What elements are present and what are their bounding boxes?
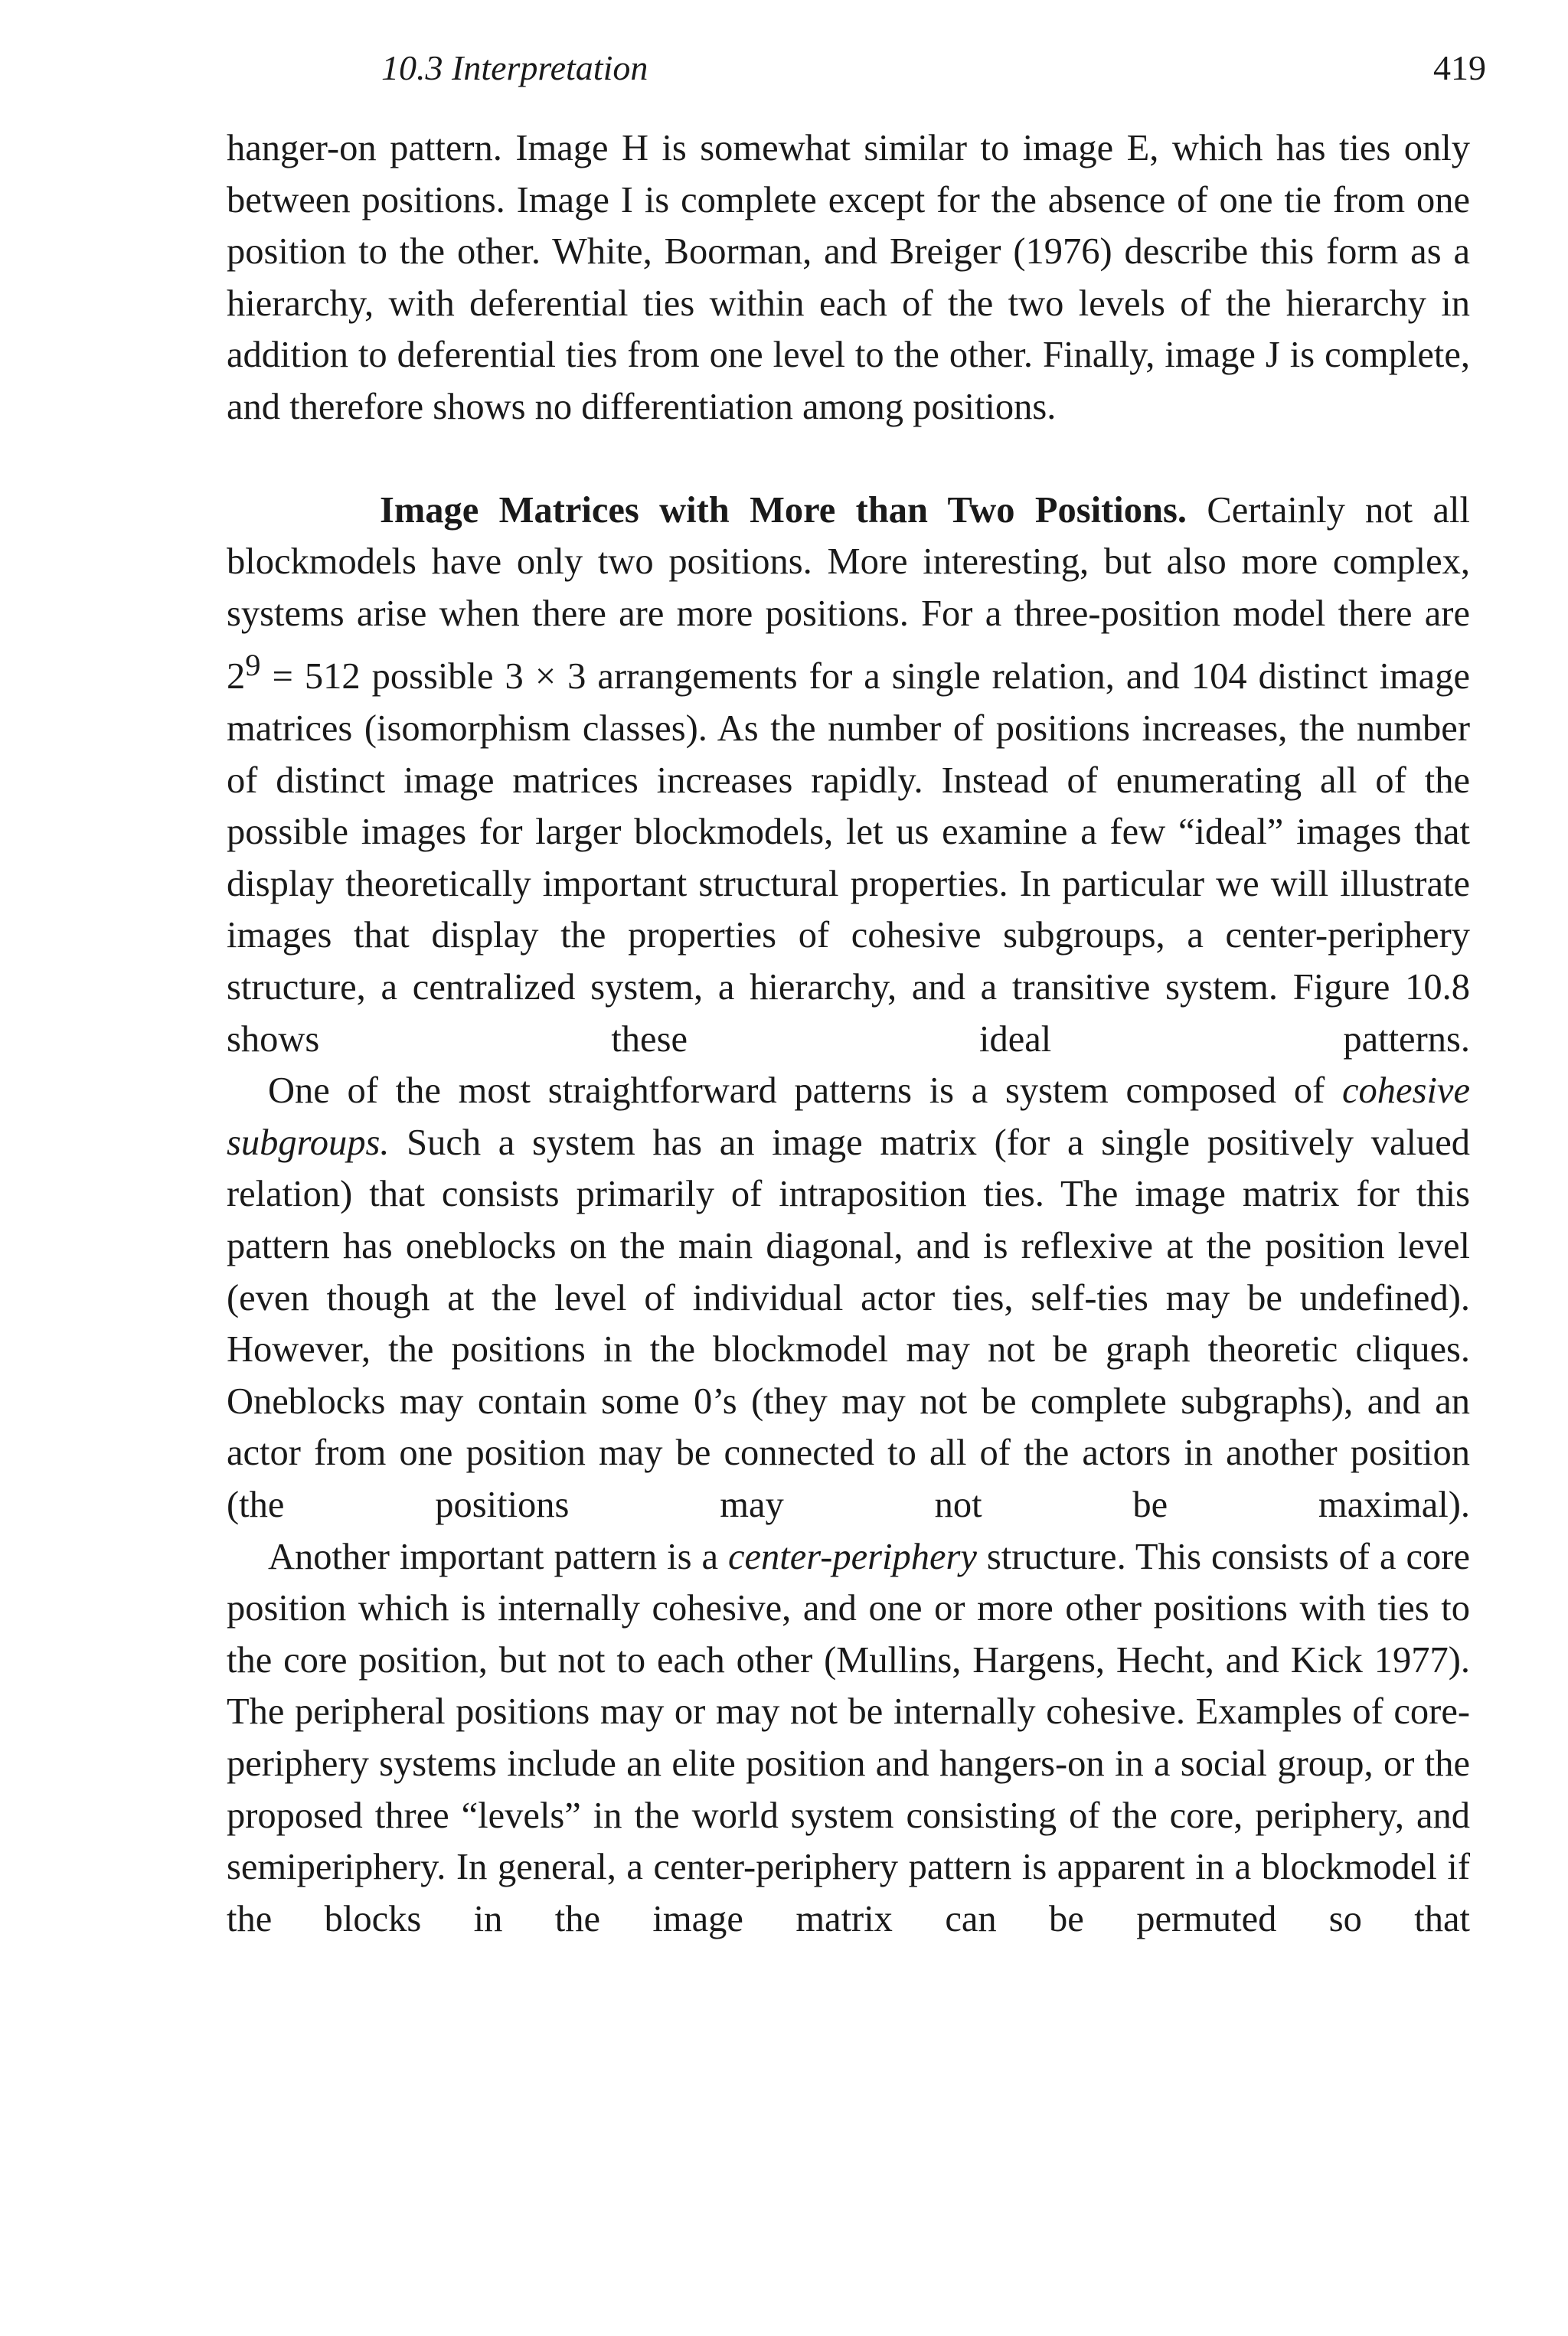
- paragraph-text-2: Such a system has an image matrix (for a single positively valued relation) that consists primarily of intraposition ties. The image matrix for this pattern has oneblocks on the main diagonal, and is reflexive at the position level (even though at the level of individual actor ties, self-ties may be undefined). However, the positions in the blockmodel may not be graph theoretic cliques. Oneblocks may contain some 0’s (they may not be complete subgraphs), and an actor from one position may be connected to all of the actors in another position (the positions may not be maximal).: [227, 1122, 1470, 1525]
- emphasis-term: center-periphery: [727, 1536, 977, 1577]
- exponent: 9: [245, 648, 261, 683]
- paragraph-continued: hanger-on pattern. Image H is somewhat similar to image E, which has ties only between positions. Image I is complete except for the absence of one tie from one position to the other. White, Boorman, and Breiger (1976) describe this form as a hierarchy, with deferential ties within each of the two levels of the hierarchy in addition to deferential ties from one level to the other. Finally, image J is complete, and therefore shows no differentiation among positions.: [227, 128, 1470, 427]
- paragraph-text-1: Another important pattern is a: [268, 1536, 728, 1577]
- section-heading: Image Matrices with More than Two Positions.: [380, 489, 1187, 531]
- paragraph-cohesive-subgroups: [227, 1065, 1470, 1531]
- paragraph-center-periphery: [227, 1531, 1470, 1946]
- section-text-1: Certainly not all blockmodels have only two positions. More interesting, but also more complex, systems arise when there are more positions. For a three-position model there are 2: [227, 489, 1470, 698]
- section-text-2: = 512 possible 3 × 3 arrangements for a single relation, and 104 distinct image matrices (isomorphism classes). As the number of positions increases, the number of distinct image matrices increases rapidly. Instead of enumerating all of the possible images for larger blockmodels, let us examine a few “ideal” images that display theoretically important structural properties. In particular we will illustrate images that display the properties of cohesive subgroups, a center-periphery structure, a centralized system, a hierarchy, and a transitive system. Figure 10.8 shows these ideal patterns.: [227, 656, 1470, 1060]
- body-text: [227, 123, 1470, 1945]
- section-paragraph: [227, 485, 1470, 1066]
- emphasis-term: cohesive subgroups.: [227, 1070, 1470, 1163]
- paragraph-text-1: One of the most straightforward patterns is a system composed of: [268, 1070, 1343, 1112]
- running-head: 10.3 Interpretation: [381, 48, 648, 87]
- page-number: 419: [1433, 48, 1486, 87]
- paragraph-text-2: structure. This consists of a core position which is internally cohesive, and one or more other positions with ties to the core position, but not to each other (Mullins, Hargens, Hecht, and Kick 1977). The peripheral positions may or may not be internally cohesive. Examples of core-periphery systems include an elite position and hangers-on in a social group, or the proposed three “levels” in the world system consisting of the core, periphery, and semiperiphery. In general, a center-periphery pattern is apparent in a blockmodel if the blocks in the image matrix can be permuted so that: [227, 1536, 1470, 1939]
